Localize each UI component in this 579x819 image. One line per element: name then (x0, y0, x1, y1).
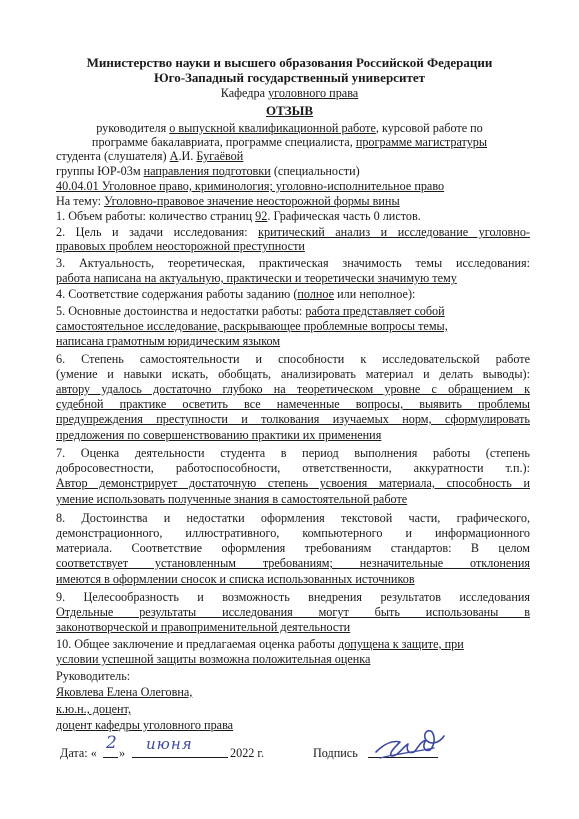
signature-image (370, 722, 450, 764)
item-9-line-3: законотворческой и правоприменительной деятельности (56, 620, 351, 634)
supervisor-name: Яковлева Елена Олеговна, (56, 685, 193, 699)
item-6-line-6: предложения по совершенствованию практики их применения (56, 428, 382, 442)
item-9-line-1: 9. Целесообразность и возможность внедрения результатов исследования (56, 590, 530, 604)
date-month-field (132, 737, 228, 759)
department-line: Кафедра уголовного права (220, 86, 359, 100)
topic-line: На тему: Уголовно-правовое значение неосторожной формы вины (56, 194, 400, 208)
item-7-line-2: добросовестности, работоспособности, ответственности, аккуратности т.п.): (56, 461, 530, 475)
date-month: июня (146, 735, 193, 753)
month-underline (132, 757, 228, 758)
student-line: студента (слушателя) А.И. Бугаёвой (56, 149, 244, 163)
item-10-line-2: условии успешной защиты возможна положительная оценка (56, 652, 371, 666)
item-6-line-4: судебной практике осветить все намеченные вопросы, выявить проблемы (56, 397, 530, 411)
date-label: Дата: « (60, 746, 97, 760)
item-6-line-2: (умение и навыки искать, обобщать, анализировать материал и делать выводы): (56, 367, 530, 381)
item-4: 4. Соответствие содержания работы заданию (полное или неполное): (56, 287, 416, 301)
item-9-line-2: Отдельные результаты исследования могут быть использованы в (56, 605, 530, 619)
item-8-line-2: демонстрационного, иллюстративного, компьютерного и информационного (56, 526, 530, 540)
item-7-line-1: 7. Оценка деятельности студента в период выполнения работы (степень (56, 446, 530, 460)
day-underline (103, 757, 118, 758)
item-7-line-4: умение использовать полученные знания в самостоятельной работе (56, 492, 408, 506)
specialty-line: 40.04.01 Уголовное право, криминология; уголовно-исполнительное право (56, 179, 445, 193)
item-3-line-2: работа написана на актуальную, практически и теоретически значимую тему (56, 271, 457, 285)
item-8-line-3: материала. Соответствие оформления требованиям стандартов: В целом (56, 541, 530, 555)
item-8-line-5: имеются в оформлении сносок и списка использованных источников (56, 572, 415, 586)
ministry-title: Министерство науки и высшего образования Российской Федерации (86, 55, 493, 70)
item-5-line-1: 5. Основные достоинства и недостатки работы: работа представляет собой (56, 304, 445, 318)
supervisor-degree: к.ю.н., доцент, (56, 702, 131, 716)
item-5-line-2: самостоятельное исследование, раскрывающее проблемные вопросы темы, (56, 319, 448, 333)
item-6-line-1: 6. Степень самостоятельности и способности к исследовательской работе (56, 352, 530, 366)
intro-line-1: руководителя о выпускной квалификационной работе, курсовой работе по (96, 121, 483, 135)
university-title: Юго-Западный государственный университет (154, 70, 425, 85)
item-2-line-1: 2. Цель и задачи исследования: критический анализ и исследование уголовно- (56, 225, 530, 239)
date-close-quote: » (119, 746, 126, 760)
item-6-line-3: автору удалось достаточно глубоко на теоретическом уровне с обращением к (56, 382, 530, 396)
item-7-line-3: Автор демонстрирует достаточную степень усвоения материала, способность и (56, 476, 530, 490)
item-5-line-3: написана грамотным юридическим языком (56, 334, 281, 348)
item-8-line-4: соответствует установленным требованиям; незначительные отклонения (56, 556, 530, 570)
document-title: ОТЗЫВ (265, 103, 314, 118)
item-6-line-5: предупреждения преступности и толкования изучаемых норм, сформулировать (56, 412, 530, 426)
date-day: 2 (106, 733, 117, 753)
item-2-line-2: правовых проблем неосторожной преступности (56, 239, 305, 253)
date-year: 2022 г. (230, 746, 265, 760)
signature-label: Подпись (313, 746, 358, 760)
item-10-line-1: 10. Общее заключение и предлагаемая оценка работы допущена к защите, при (56, 637, 464, 651)
group-line: группы ЮР-03м направления подготовки (специальности) (56, 164, 360, 178)
item-3-line-1: 3. Актуальность, теоретическая, практическая значимость темы исследования: (56, 256, 530, 270)
date-day-field (103, 733, 118, 759)
item-1: 1. Объем работы: количество страниц 92. Графическая часть 0 листов. (56, 209, 421, 223)
supervisor-position: доцент кафедры уголовного права (56, 718, 234, 732)
intro-line-2: программе бакалавриата, программе специалиста, программе магистратуры (91, 135, 488, 149)
supervisor-label: Руководитель: (56, 669, 131, 683)
item-8-line-1: 8. Достоинства и недостатки оформления текстовой части, графического, (56, 511, 530, 525)
